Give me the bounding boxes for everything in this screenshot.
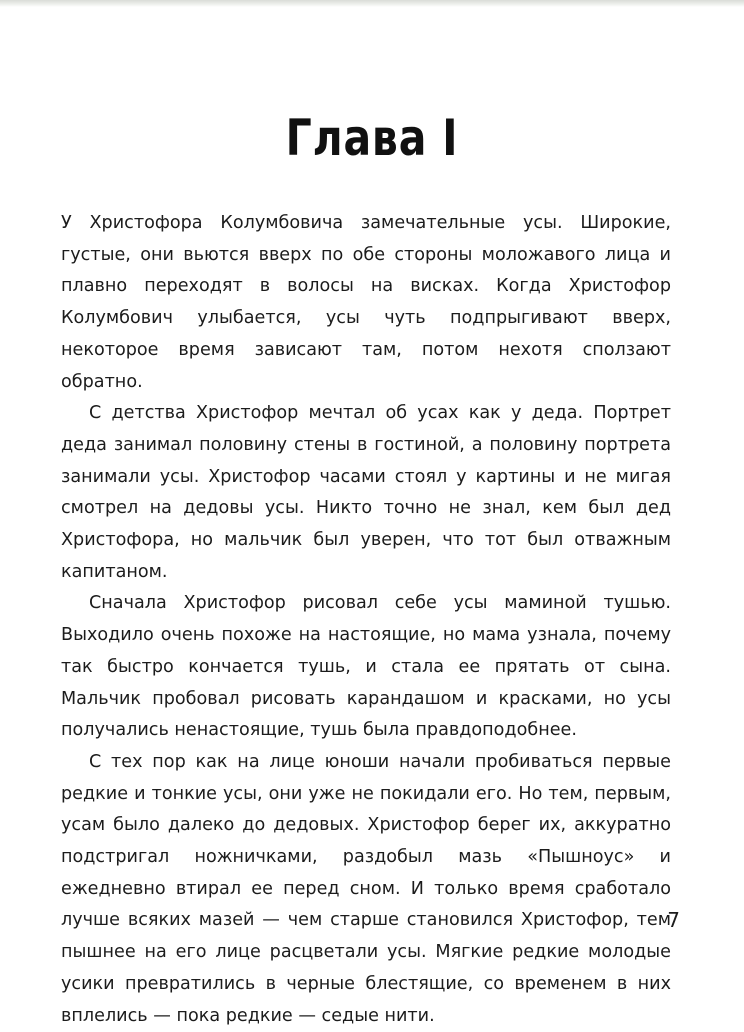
chapter-body <box>61 208 671 1032</box>
page-number: 7 <box>667 908 680 932</box>
paragraph-4: С тех пор как на лице юноши начали пробиваться первые редкие и тонкие усы, они уже не покидали его. Но тем, первым, усам было далеко до дедовых. Христофор берег их, аккуратно подстригал ножничками, раздобыл мазь «Пышноус» и ежедневно втирал ее перед сном. И только время сработало лучше всяких мазей — чем старше становился Христофор, тем пышнее на его лице расцветали усы. Мягкие редкие молодые усики превратились в черные блестящие, со временем в них вплелись — пока редкие — седые нити. <box>61 751 671 1026</box>
page-top-edge <box>0 0 744 7</box>
chapter-title: Глава I <box>285 108 459 167</box>
paragraph-3: Сначала Христофор рисовал себе усы маминой тушью. Выходило очень похоже на настоящие, но мама узнала, почему так быстро кончается тушь, и стала ее прятать от сына. Мальчик пробовал рисовать карандашом и красками, но усы получались ненастоящие, тушь была правдоподобнее. <box>61 593 671 741</box>
paragraph-2: С детства Христофор мечтал об усах как у деда. Портрет деда занимал половину стены в гостиной, а половину портрета занимали усы. Христофор часами стоял у картины и не мигая смотрел на дедовы усы. Никто точно не знал, кем был дед Христофора, но мальчик был уверен, что тот был отважным капитаном. <box>61 403 671 582</box>
paragraph-1: У Христофора Колумбовича замечательные усы. Широкие, густые, они вьются вверх по обе стороны моложавого лица и плавно переходят в волосы на висках. Когда Христофор Колумбович улыбается, усы чуть подпрыгивают вверх, некоторое время зависают там, потом нехотя сползают обратно. <box>61 213 671 392</box>
